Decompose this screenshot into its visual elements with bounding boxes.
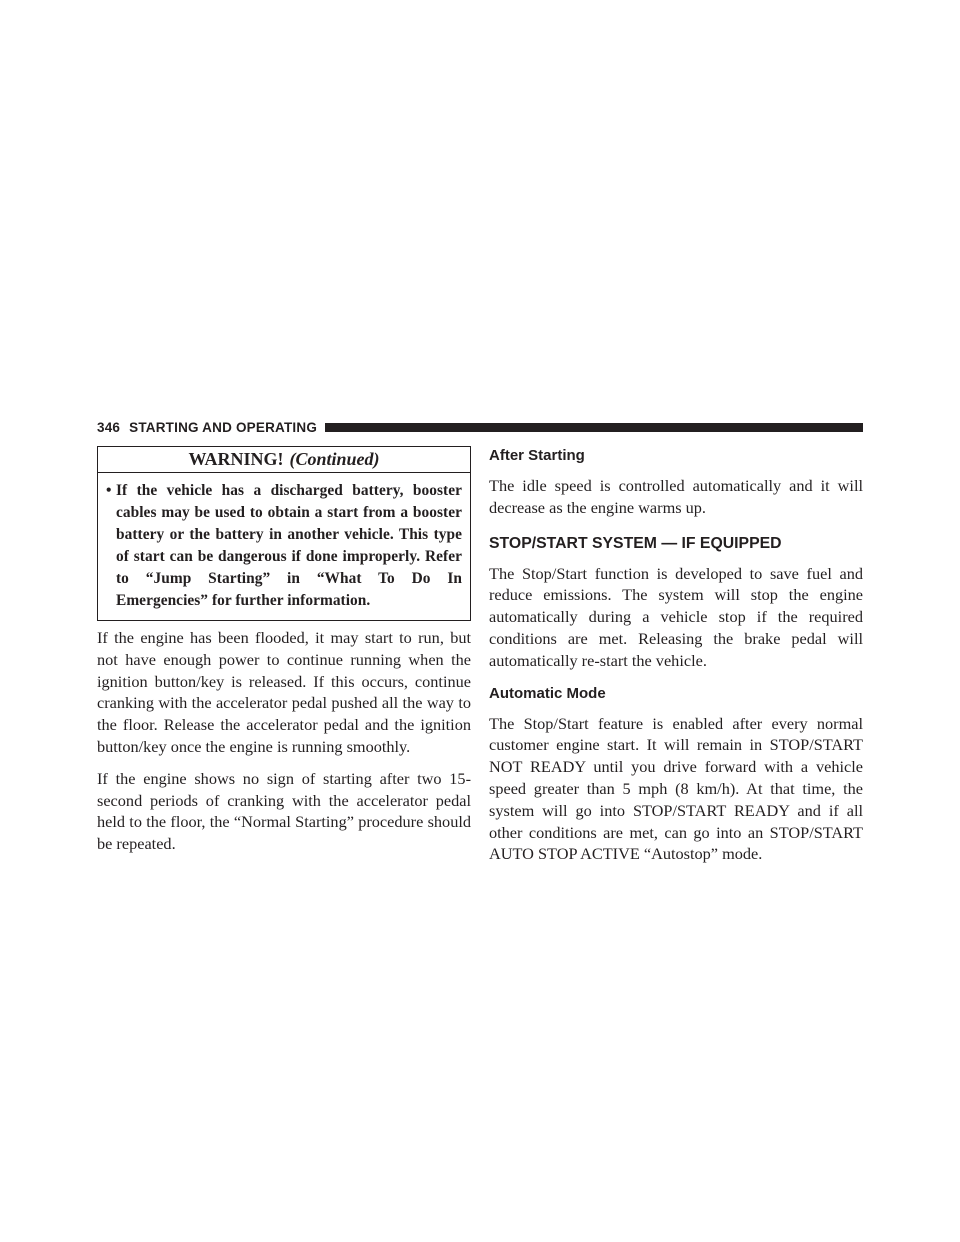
after-starting-heading: After Starting <box>489 447 585 464</box>
stop-start-heading: STOP/START SYSTEM — IF EQUIPPED <box>489 534 782 552</box>
left-column <box>97 446 471 855</box>
no-start-paragraph: If the engine shows no sign of starting after two 15-second periods of cranking with the accelerator pedal held to the floor, the “Normal Starting” procedure should be repeated. <box>97 768 471 854</box>
header-rule <box>325 423 863 432</box>
stop-start-paragraph: The Stop/Start function is developed to save fuel and reduce emissions. The system will stop the engine automatically during a vehicle stop if the required conditions are met. Releasing the brake pedal will automatically re-start the vehicle. <box>489 563 863 670</box>
warning-continued: (Continued) <box>289 449 380 469</box>
warning-label: WARNING! <box>188 449 284 469</box>
flooded-engine-paragraph: If the engine has been flooded, it may start to run, but not have enough power to continue running when the ignition button/key is released. If this occurs, continue cranking with the accelerator pedal pushed all the way to the floor. Release the accelerator pedal and the ignition button/key once the engine is running smoothly. <box>97 628 471 756</box>
right-column <box>489 446 863 865</box>
page-header <box>97 418 863 436</box>
warning-title <box>98 447 470 473</box>
warning-body <box>98 473 470 620</box>
page-number: 346 <box>97 419 121 435</box>
automatic-mode-heading: Automatic Mode <box>489 684 606 702</box>
after-starting-paragraph: The idle speed is controlled automatically and it will decrease as the engine warms up. <box>489 476 863 517</box>
bullet-icon: • <box>106 482 112 499</box>
warning-text: If the vehicle has a discharged battery, booster cables may be used to obtain a start from a booster battery or the battery in another vehicle. This type of start can be dangerous if done improperly. Refer to “Jump Starting” in “What To Do In Emergencies” for further information. <box>116 482 462 609</box>
section-title: STARTING AND OPERATING <box>129 419 318 435</box>
automatic-mode-paragraph: The Stop/Start feature is enabled after every normal customer engine start. It will remain in STOP/START NOT READY until you drive forward with a vehicle speed greater than 5 mph (8 km/h). At that time, the system will go into STOP/START READY and if all other conditions are met, can go into an STOP/START AUTO STOP ACTIVE “Autostop” mode. <box>489 713 863 864</box>
warning-box <box>97 446 471 621</box>
